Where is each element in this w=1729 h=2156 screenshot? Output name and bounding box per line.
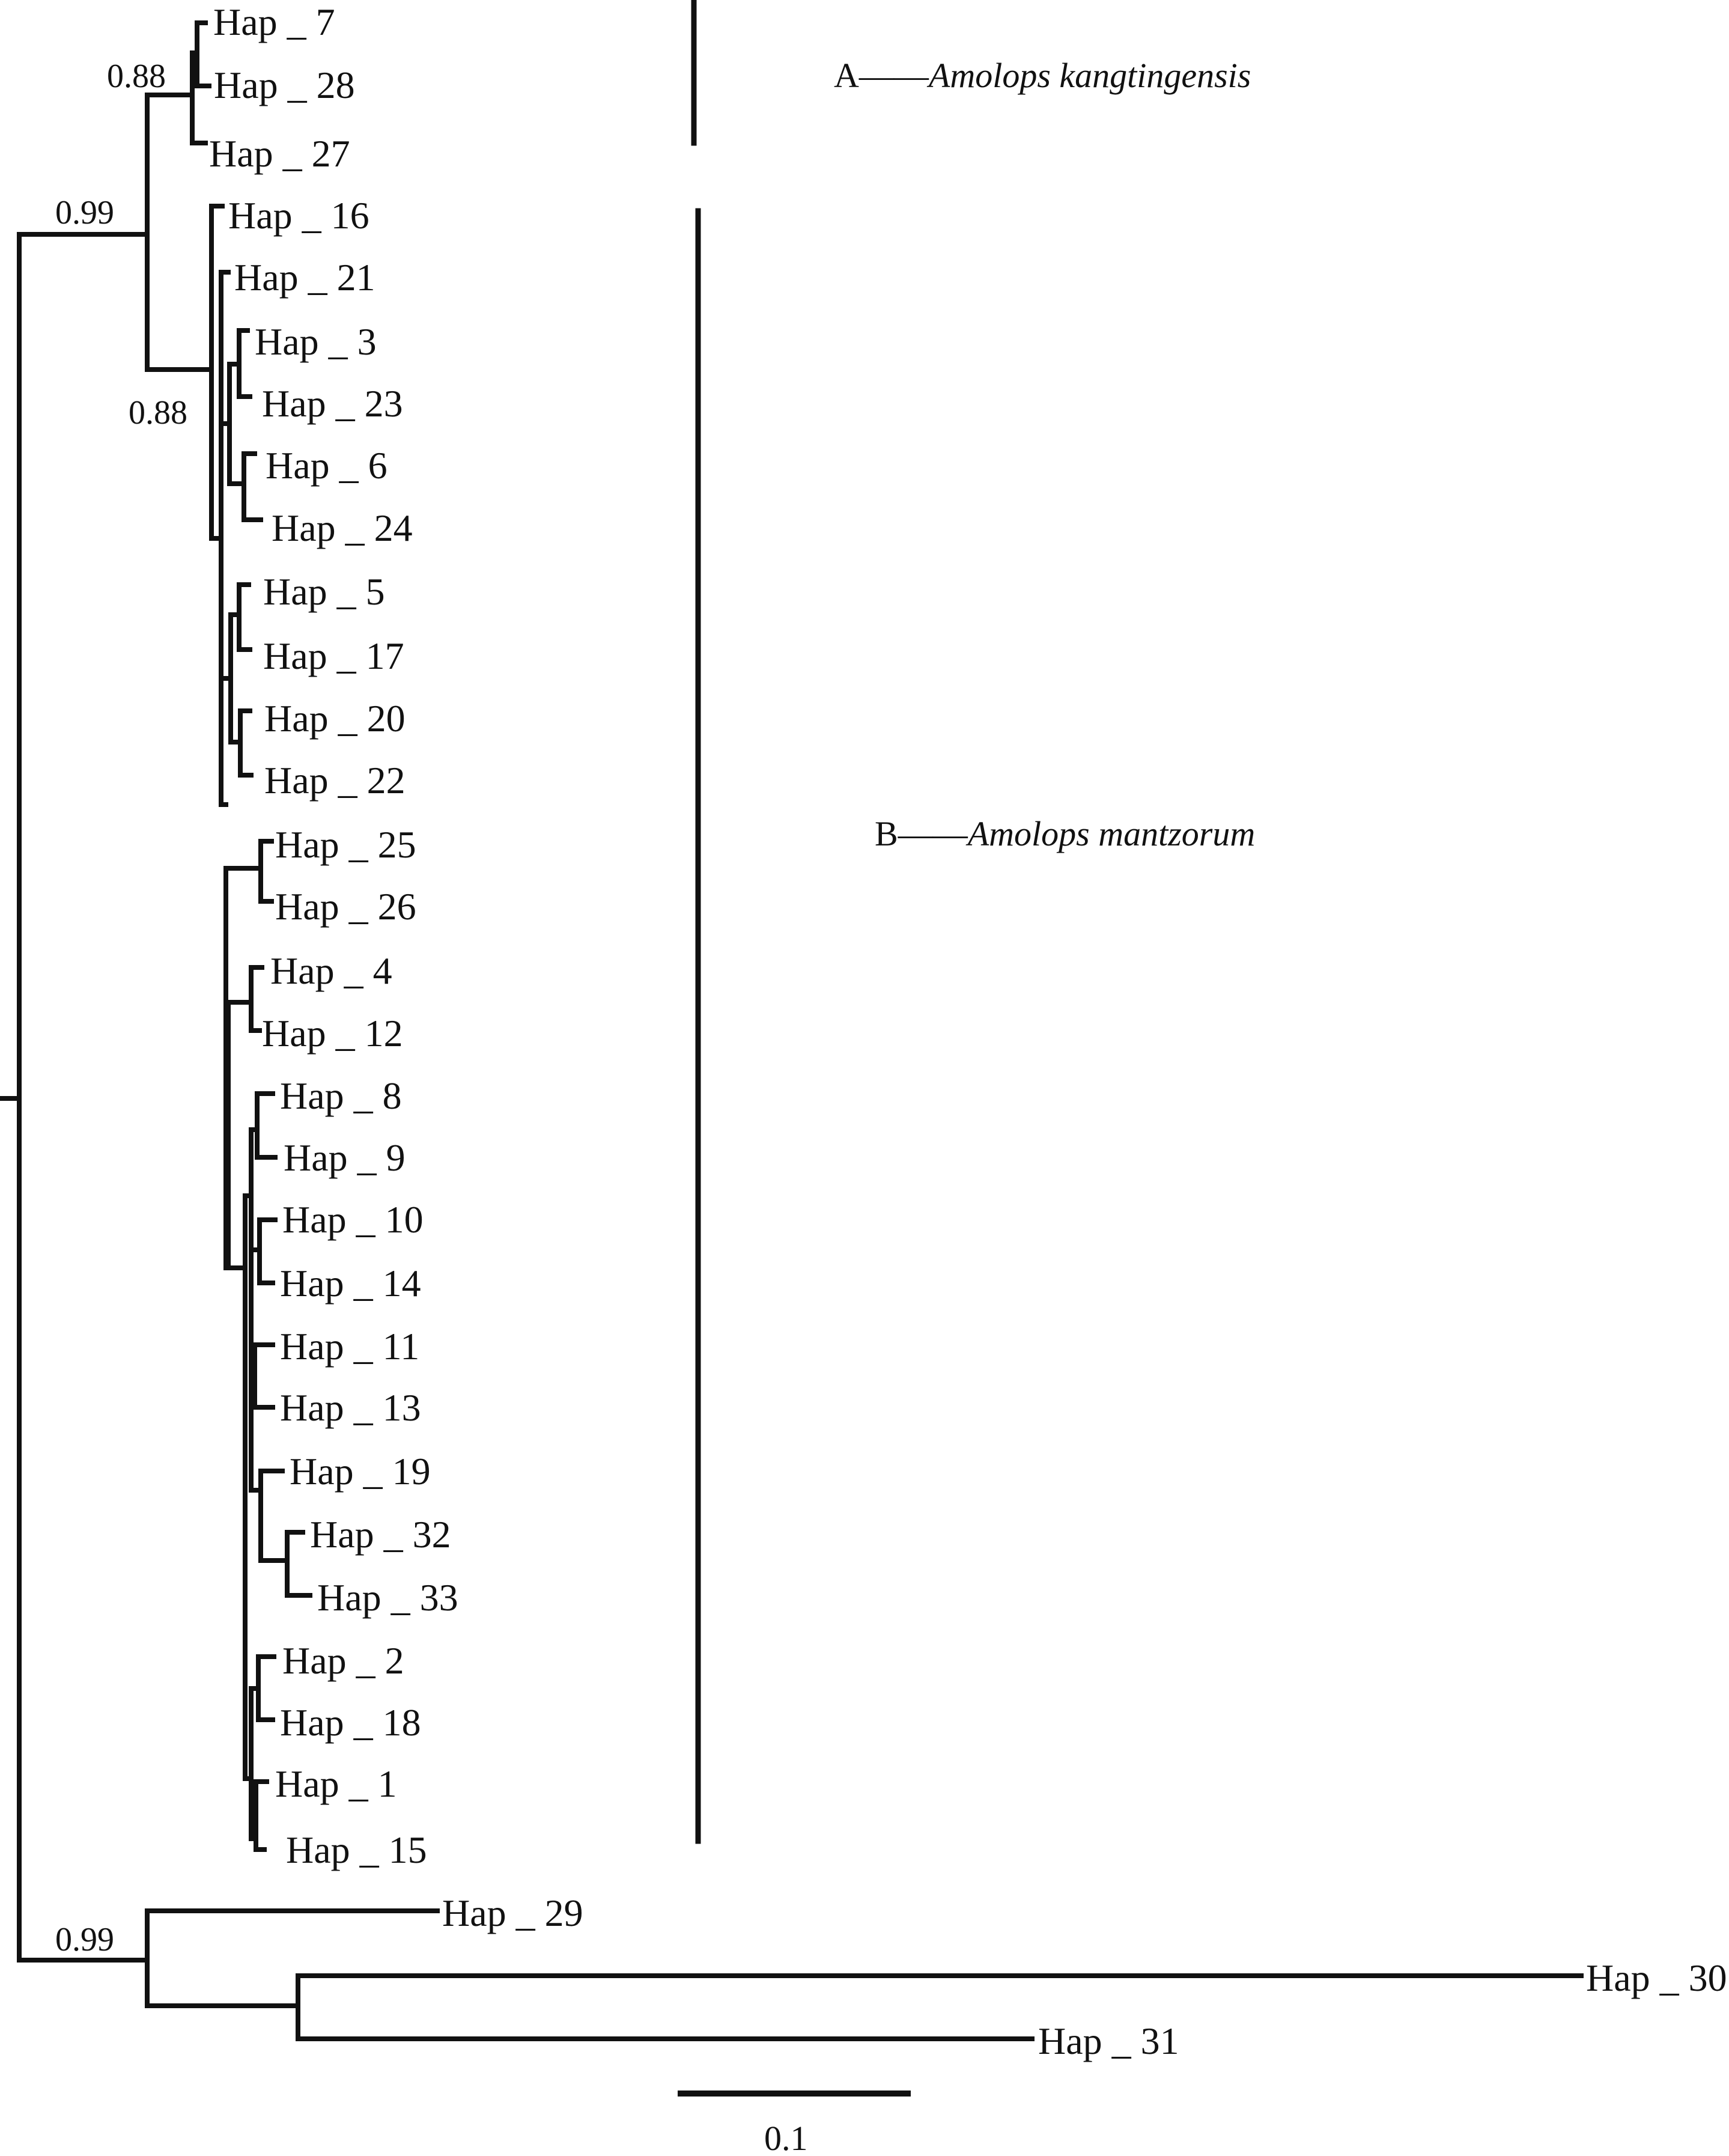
tip-label: Hap _ 19 bbox=[290, 1450, 431, 1493]
scale-bar-label: 0.1 bbox=[764, 2119, 808, 2156]
clade-b-letter: B bbox=[875, 814, 898, 853]
tip-label: Hap _ 25 bbox=[275, 823, 416, 866]
tip-label: Hap _ 4 bbox=[270, 949, 392, 992]
clade-a-species: Amolops kangtingensis bbox=[928, 56, 1251, 95]
tip-label: Hap _ 31 bbox=[1038, 2020, 1179, 2062]
support-outgroup: 0.99 bbox=[55, 1921, 114, 1958]
tip-label: Hap _ 11 bbox=[280, 1325, 420, 1368]
tip-label: Hap _ 21 bbox=[234, 256, 375, 299]
clade-a-label bbox=[834, 56, 1251, 95]
tip-label: Hap _ 6 bbox=[266, 444, 387, 487]
clade-b-species: Amolops mantzorum bbox=[967, 814, 1256, 853]
tip-label: Hap _ 2 bbox=[282, 1639, 404, 1682]
clade-a-dash: —— bbox=[858, 56, 929, 95]
clade-b-dash: —— bbox=[898, 814, 968, 853]
tip-label: Hap _ 18 bbox=[280, 1701, 421, 1744]
tip-label: Hap _ 33 bbox=[317, 1576, 458, 1619]
tip-label: Hap _ 30 bbox=[1586, 1957, 1727, 1999]
tip-label: Hap _ 28 bbox=[214, 64, 355, 106]
tip-label: Hap _ 3 bbox=[255, 320, 377, 363]
tip-label: Hap _ 7 bbox=[213, 1, 335, 43]
clade-bars bbox=[694, 2, 698, 1841]
support-values bbox=[55, 58, 187, 1958]
tip-label: Hap _ 29 bbox=[442, 1892, 583, 1934]
tip-label: Hap _ 12 bbox=[262, 1012, 403, 1055]
scale-bar bbox=[681, 2094, 908, 2156]
tip-label: Hap _ 32 bbox=[310, 1513, 451, 1556]
tip-label: Hap _ 13 bbox=[280, 1386, 421, 1429]
tip-label: Hap _ 20 bbox=[264, 697, 406, 740]
tip-label: Hap _ 5 bbox=[263, 570, 385, 613]
tip-label: Hap _ 14 bbox=[280, 1262, 421, 1305]
tip-label: Hap _ 9 bbox=[284, 1136, 406, 1179]
support-clade-a: 0.88 bbox=[107, 58, 166, 95]
tip-label: Hap _ 27 bbox=[209, 132, 350, 175]
tip-label: Hap _ 1 bbox=[275, 1762, 397, 1805]
support-ingroup: 0.99 bbox=[55, 194, 114, 231]
tip-label: Hap _ 16 bbox=[228, 194, 369, 237]
clade-b-label bbox=[875, 814, 1255, 853]
tip-label: Hap _ 22 bbox=[264, 759, 406, 802]
tip-labels bbox=[209, 1, 1727, 2062]
tip-label: Hap _ 23 bbox=[262, 382, 403, 425]
tip-label: Hap _ 8 bbox=[280, 1074, 402, 1117]
tip-label: Hap _ 17 bbox=[263, 635, 404, 677]
tree-branches bbox=[0, 23, 1581, 2039]
support-clade-b: 0.88 bbox=[129, 394, 187, 431]
tip-label: Hap _ 24 bbox=[272, 507, 413, 549]
clade-a-letter: A bbox=[834, 56, 859, 95]
tip-label: Hap _ 26 bbox=[275, 885, 416, 928]
tip-label: Hap _ 15 bbox=[286, 1829, 427, 1871]
tip-label: Hap _ 10 bbox=[282, 1198, 424, 1241]
